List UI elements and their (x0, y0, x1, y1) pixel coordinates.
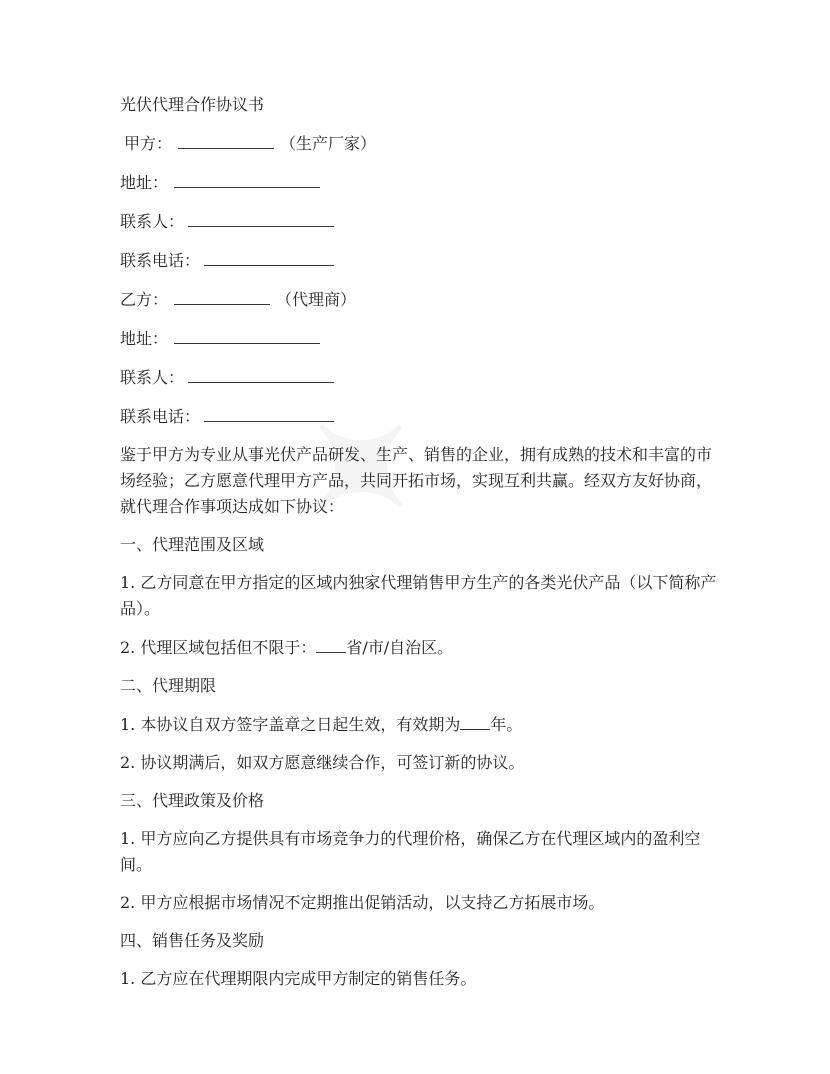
field-label: 地址： (120, 173, 169, 192)
field-label: 联系电话： (120, 407, 201, 426)
term-blank[interactable] (460, 711, 490, 730)
party-b-address (120, 325, 720, 352)
party-b-blank[interactable] (174, 286, 270, 305)
field-label: 联系人： (120, 368, 185, 387)
party-b-note: （代理商） (276, 290, 357, 309)
party-a-note: （生产厂家） (280, 134, 377, 153)
preamble: 鉴于甲方为专业从事光伏产品研发、生产、销售的企业，拥有成熟的技术和丰富的市场经验；乙方愿意代理甲方产品，共同开拓市场，实现互利共赢。经双方友好协商，就代理合作事项达成如下协议： (120, 445, 713, 516)
party-a-phone (120, 247, 720, 274)
party-a-label: 甲方： (124, 134, 173, 153)
document-body (120, 92, 720, 1004)
clause: 1. 甲方应向乙方提供具有市场竞争力的代理价格，确保乙方在代理区域内的盈利空间。 (120, 829, 701, 874)
clause (120, 711, 720, 738)
contact-blank[interactable] (188, 364, 334, 383)
party-b-contact (120, 364, 720, 391)
party-a-line (120, 130, 720, 157)
field-label: 联系电话： (120, 251, 201, 270)
party-a-contact (120, 208, 720, 235)
clause-text: 2. 代理区域包括但不限于： (120, 638, 317, 657)
clause-text: 1. 本协议自双方签字盖章之日起生效，有效期为 (120, 715, 461, 734)
contact-blank[interactable] (188, 208, 334, 227)
field-label: 地址： (120, 329, 169, 348)
clause: 2. 协议期满后，如双方愿意继续合作，可签订新的协议。 (120, 753, 525, 772)
clause: 1. 乙方应在代理期限内完成甲方制定的销售任务。 (120, 969, 477, 988)
phone-blank[interactable] (204, 403, 334, 422)
document-title: 光伏代理合作协议书 (120, 95, 265, 114)
section-heading: 三、代理政策及价格 (120, 791, 265, 810)
clause-text: 年。 (490, 715, 523, 734)
section-heading: 二、代理期限 (120, 676, 217, 695)
party-a-blank[interactable] (178, 130, 274, 149)
address-blank[interactable] (174, 325, 320, 344)
party-b-line (120, 286, 720, 313)
section-heading: 四、销售任务及奖励 (120, 931, 265, 950)
party-b-label: 乙方： (120, 290, 169, 309)
section-heading: 一、代理范围及区域 (120, 535, 265, 554)
clause: 2. 甲方应根据市场情况不定期推出促销活动，以支持乙方拓展市场。 (120, 893, 605, 912)
region-blank[interactable] (316, 634, 346, 653)
field-label: 联系人： (120, 212, 185, 231)
clause (120, 634, 720, 661)
party-a-address (120, 169, 720, 196)
address-blank[interactable] (174, 169, 320, 188)
clause-text: 省/市/自治区。 (346, 638, 454, 657)
clause: 1. 乙方同意在甲方指定的区域内独家代理销售甲方生产的各类光伏产品（以下简称产品）。 (120, 573, 717, 618)
phone-blank[interactable] (204, 247, 334, 266)
party-b-phone (120, 403, 720, 430)
